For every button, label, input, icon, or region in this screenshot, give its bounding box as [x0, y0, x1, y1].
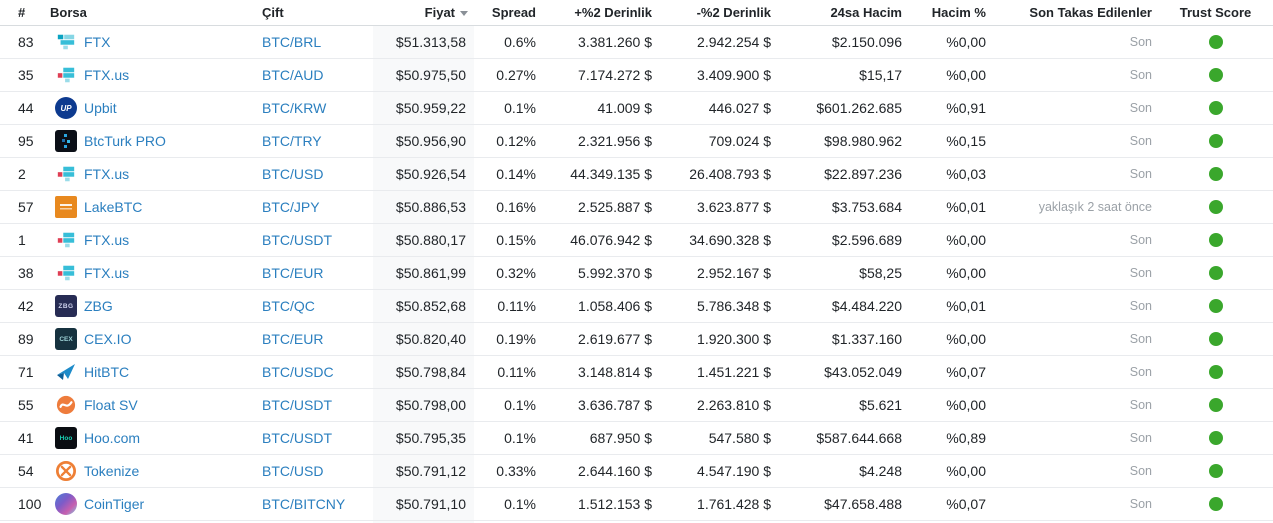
rank-cell: 41 — [18, 430, 34, 446]
exchange-cell — [45, 125, 262, 157]
volume-24h-cell: $587.644.668 — [816, 430, 902, 446]
volume-24h-cell: $98.980.962 — [824, 133, 902, 149]
exchange-cell — [45, 92, 262, 124]
last-traded-cell: Son — [1129, 266, 1152, 280]
volume-pct-cell: %0,00 — [946, 463, 986, 479]
hoo-icon: Hoo — [55, 427, 77, 449]
depth-plus-cell: 687.950 $ — [589, 430, 652, 446]
price-cell: $50.861,99 — [373, 257, 474, 289]
last-traded-cell: yaklaşık 2 saat önce — [1038, 200, 1152, 214]
spread-cell: 0.11% — [497, 298, 536, 314]
last-traded-cell: Son — [1129, 101, 1152, 115]
table-row — [0, 323, 1273, 356]
depth-minus-cell: 1.920.300 $ — [697, 331, 771, 347]
trust-score-dot[interactable] — [1209, 101, 1223, 115]
exchange-link[interactable]: Hoo.com — [84, 430, 141, 446]
table-row — [0, 26, 1273, 59]
price-cell: $50.798,00 — [373, 389, 474, 421]
cointiger-icon — [55, 493, 77, 515]
table-body — [0, 26, 1273, 521]
table-row — [0, 257, 1273, 290]
volume-pct-cell: %0,91 — [946, 100, 986, 116]
exchange-link[interactable]: CEX.IO — [84, 331, 132, 347]
price-cell: $50.820,40 — [373, 323, 474, 355]
spread-cell: 0.33% — [496, 463, 536, 479]
rank-cell: 57 — [18, 199, 34, 215]
last-traded-cell: Son — [1129, 35, 1152, 49]
rank-cell: 42 — [18, 298, 34, 314]
volume-24h-cell: $2.150.096 — [831, 34, 902, 50]
pair-link[interactable]: BTC/USD — [262, 463, 324, 479]
volume-pct-cell: %0,01 — [946, 199, 986, 215]
depth-plus-cell: 3.148.814 $ — [578, 364, 652, 380]
exchange-link[interactable]: Tokenize — [84, 463, 140, 479]
exchange-link[interactable]: FTX.us — [84, 232, 130, 248]
depth-plus-cell: 3.636.787 $ — [578, 397, 652, 413]
rank-cell: 2 — [18, 166, 26, 182]
volume-pct-cell: %0,00 — [946, 397, 986, 413]
exchange-cell — [45, 422, 262, 454]
pair-link[interactable]: BTC/AUD — [262, 67, 324, 83]
depth-minus-cell: 3.623.877 $ — [697, 199, 771, 215]
price-cell: $50.880,17 — [373, 224, 474, 256]
table-row — [0, 290, 1273, 323]
volume-24h-cell: $3.753.684 — [831, 199, 902, 215]
depth-minus-cell: 4.547.190 $ — [697, 463, 771, 479]
header-price-label: Fiyat — [424, 5, 455, 20]
table-row — [0, 488, 1273, 521]
header-exchange[interactable]: Borsa — [50, 5, 87, 20]
pair-link[interactable]: BTC/JPY — [262, 199, 320, 215]
depth-minus-cell: 446.027 $ — [708, 100, 771, 116]
ftx-us-icon — [55, 163, 77, 185]
volume-24h-cell: $47.658.488 — [824, 496, 902, 512]
ftx-icon — [55, 31, 77, 53]
volume-24h-cell: $601.262.685 — [816, 100, 902, 116]
depth-minus-cell: 1.451.221 $ — [697, 364, 771, 380]
table-row — [0, 125, 1273, 158]
ftx-us-icon — [55, 64, 77, 86]
pair-link[interactable]: BTC/USDC — [262, 364, 334, 380]
exchange-cell — [45, 26, 262, 58]
spread-cell: 0.6% — [504, 34, 536, 50]
depth-plus-cell: 44.349.135 $ — [570, 166, 652, 182]
rank-cell: 54 — [18, 463, 34, 479]
volume-24h-cell: $15,17 — [859, 67, 902, 83]
rank-cell: 71 — [18, 364, 34, 380]
volume-pct-cell: %0,03 — [946, 166, 986, 182]
trust-score-dot[interactable] — [1209, 365, 1223, 379]
last-traded-cell: Son — [1129, 398, 1152, 412]
header-volume-24h[interactable]: 24sa Hacim — [830, 5, 902, 20]
table-row — [0, 455, 1273, 488]
depth-minus-cell: 709.024 $ — [708, 133, 771, 149]
volume-pct-cell: %0,07 — [946, 496, 986, 512]
trust-score-dot[interactable] — [1209, 233, 1223, 247]
depth-minus-cell: 2.942.254 $ — [697, 34, 771, 50]
table-row — [0, 224, 1273, 257]
exchange-cell — [45, 158, 262, 190]
header-spread[interactable]: Spread — [491, 5, 536, 20]
exchange-link[interactable]: HitBTC — [84, 364, 130, 380]
last-traded-cell: Son — [1129, 332, 1152, 346]
price-cell: $50.926,54 — [373, 158, 474, 190]
table-row — [0, 356, 1273, 389]
header-depth-plus[interactable]: +%2 Derinlik — [574, 5, 652, 20]
table-row — [0, 191, 1273, 224]
price-cell: $50.791,12 — [373, 455, 474, 487]
exchange-cell — [45, 59, 262, 91]
spread-cell: 0.14% — [496, 166, 536, 182]
price-cell: $51.313,58 — [373, 26, 474, 58]
exchange-cell — [45, 389, 262, 421]
hitbtc-icon — [55, 361, 77, 383]
last-traded-cell: Son — [1129, 431, 1152, 445]
volume-pct-cell: %0,00 — [946, 265, 986, 281]
exchange-cell — [45, 257, 262, 289]
volume-24h-cell: $4.484.220 — [831, 298, 902, 314]
pair-link[interactable]: BTC/BITCNY — [262, 496, 346, 512]
ftx-us-icon — [55, 229, 77, 251]
depth-minus-cell: 3.409.900 $ — [697, 67, 771, 83]
floatsv-icon — [55, 394, 77, 416]
trust-score-dot[interactable] — [1209, 464, 1223, 478]
spread-cell: 0.15% — [496, 232, 536, 248]
trust-score-dot[interactable] — [1209, 497, 1223, 511]
spread-cell: 0.1% — [504, 100, 536, 116]
rank-cell: 35 — [18, 67, 34, 83]
rank-cell: 1 — [18, 232, 26, 248]
depth-plus-cell: 2.525.887 $ — [578, 199, 652, 215]
depth-minus-cell: 547.580 $ — [708, 430, 771, 446]
trust-score-dot[interactable] — [1209, 68, 1223, 82]
price-cell: $50.975,50 — [373, 59, 474, 91]
last-traded-cell: Son — [1129, 365, 1152, 379]
price-cell: $50.798,84 — [373, 356, 474, 388]
volume-24h-cell: $2.596.689 — [831, 232, 902, 248]
table-row — [0, 59, 1273, 92]
volume-24h-cell: $4.248 — [859, 463, 902, 479]
rank-cell: 100 — [18, 496, 42, 512]
trust-score-dot[interactable] — [1209, 332, 1223, 346]
depth-minus-cell: 5.786.348 $ — [697, 298, 771, 314]
pair-link[interactable]: BTC/TRY — [262, 133, 322, 149]
volume-pct-cell: %0,01 — [946, 298, 986, 314]
depth-plus-cell: 2.644.160 $ — [578, 463, 652, 479]
pair-link[interactable]: BTC/QC — [262, 298, 315, 314]
pair-link[interactable]: BTC/USDT — [262, 430, 332, 446]
exchange-link[interactable]: Float SV — [84, 397, 138, 413]
table-row — [0, 389, 1273, 422]
header-price[interactable] — [373, 5, 474, 20]
price-cell: $50.852,68 — [373, 290, 474, 322]
exchange-link[interactable]: FTX.us — [84, 166, 130, 182]
trust-score-dot[interactable] — [1209, 431, 1223, 445]
zbg-icon: ZBG — [55, 295, 77, 317]
volume-pct-cell: %0,07 — [946, 364, 986, 380]
price-cell: $50.886,53 — [373, 191, 474, 223]
depth-plus-cell: 3.381.260 $ — [578, 34, 652, 50]
trust-score-dot[interactable] — [1209, 398, 1223, 412]
volume-24h-cell: $58,25 — [859, 265, 902, 281]
spread-cell: 0.27% — [496, 67, 536, 83]
exchange-link[interactable]: LakeBTC — [84, 199, 143, 215]
header-pair[interactable]: Çift — [262, 5, 284, 20]
table-row — [0, 158, 1273, 191]
pair-link[interactable]: BTC/USD — [262, 166, 324, 182]
exchange-link[interactable]: CoinTiger — [84, 496, 145, 512]
rank-cell: 83 — [18, 34, 34, 50]
exchange-cell — [45, 224, 262, 256]
upbit-icon: UP — [55, 97, 77, 119]
spread-cell: 0.32% — [496, 265, 536, 281]
depth-plus-cell: 5.992.370 $ — [578, 265, 652, 281]
price-cell: $50.959,22 — [373, 92, 474, 124]
depth-plus-cell: 46.076.942 $ — [570, 232, 652, 248]
trust-score-dot[interactable] — [1209, 134, 1223, 148]
spread-cell: 0.19% — [496, 331, 536, 347]
depth-minus-cell: 34.690.328 $ — [689, 232, 771, 248]
last-traded-cell: Son — [1129, 299, 1152, 313]
trust-score-dot[interactable] — [1209, 266, 1223, 280]
cexio-icon: CEX — [55, 328, 77, 350]
spread-cell: 0.1% — [504, 397, 536, 413]
lakebtc-icon — [55, 196, 77, 218]
last-traded-cell: Son — [1129, 233, 1152, 247]
volume-pct-cell: %0,00 — [946, 232, 986, 248]
volume-24h-cell: $43.052.049 — [824, 364, 902, 380]
spread-cell: 0.1% — [504, 496, 536, 512]
header-last-traded[interactable]: Son Takas Edilenler — [1029, 5, 1152, 20]
exchange-link[interactable]: FTX — [84, 34, 111, 50]
spread-cell: 0.1% — [504, 430, 536, 446]
depth-minus-cell: 1.761.428 $ — [697, 496, 771, 512]
btcturk-icon — [55, 130, 77, 152]
pair-link[interactable]: BTC/EUR — [262, 331, 324, 347]
pair-link[interactable]: BTC/KRW — [262, 100, 327, 116]
depth-plus-cell: 2.619.677 $ — [578, 331, 652, 347]
rank-cell: 55 — [18, 397, 34, 413]
depth-plus-cell: 7.174.272 $ — [578, 67, 652, 83]
price-cell: $50.956,90 — [373, 125, 474, 157]
last-traded-cell: Son — [1129, 167, 1152, 181]
depth-minus-cell: 2.263.810 $ — [697, 397, 771, 413]
volume-pct-cell: %0,00 — [946, 331, 986, 347]
price-cell: $50.791,10 — [373, 488, 474, 520]
volume-24h-cell: $22.897.236 — [824, 166, 902, 182]
exchange-cell — [45, 455, 262, 487]
depth-plus-cell: 2.321.956 $ — [578, 133, 652, 149]
volume-pct-cell: %0,00 — [946, 34, 986, 50]
exchange-link[interactable]: FTX.us — [84, 265, 130, 281]
pair-link[interactable]: BTC/EUR — [262, 265, 324, 281]
tokenize-icon — [55, 460, 77, 482]
price-cell: $50.795,35 — [373, 422, 474, 454]
volume-24h-cell: $1.337.160 — [831, 331, 902, 347]
trust-score-dot[interactable] — [1209, 200, 1223, 214]
exchange-link[interactable]: FTX.us — [84, 67, 130, 83]
depth-plus-cell: 41.009 $ — [597, 100, 652, 116]
depth-minus-cell: 2.952.167 $ — [697, 265, 771, 281]
volume-pct-cell: %0,15 — [946, 133, 986, 149]
spread-cell: 0.12% — [496, 133, 536, 149]
header-depth-minus[interactable]: -%2 Derinlik — [696, 5, 771, 20]
spread-cell: 0.11% — [497, 364, 536, 380]
last-traded-cell: Son — [1129, 68, 1152, 82]
trust-score-dot[interactable] — [1209, 35, 1223, 49]
table-row — [0, 422, 1273, 455]
exchange-link[interactable]: Upbit — [84, 100, 117, 116]
last-traded-cell: Son — [1129, 464, 1152, 478]
rank-cell: 95 — [18, 133, 34, 149]
trust-score-dot[interactable] — [1209, 299, 1223, 313]
exchange-cell — [45, 488, 262, 520]
sort-desc-icon — [460, 11, 468, 16]
rank-cell: 44 — [18, 100, 34, 116]
volume-24h-cell: $5.621 — [859, 397, 902, 413]
header-rank[interactable]: # — [18, 5, 26, 20]
exchange-cell — [45, 290, 262, 322]
pair-link[interactable]: BTC/BRL — [262, 34, 322, 50]
depth-minus-cell: 26.408.793 $ — [689, 166, 771, 182]
header-trust-score[interactable]: Trust Score — [1179, 5, 1252, 20]
pair-link[interactable]: BTC/USDT — [262, 397, 332, 413]
exchange-link[interactable]: ZBG — [84, 298, 113, 314]
trust-score-dot[interactable] — [1209, 167, 1223, 181]
exchange-cell — [45, 191, 262, 223]
rank-cell: 38 — [18, 265, 34, 281]
table-header-row — [0, 0, 1273, 26]
volume-pct-cell: %0,89 — [946, 430, 986, 446]
exchange-link[interactable]: BtcTurk PRO — [84, 133, 166, 149]
table-row — [0, 92, 1273, 125]
depth-plus-cell: 1.512.153 $ — [578, 496, 652, 512]
last-traded-cell: Son — [1129, 497, 1152, 511]
spread-cell: 0.16% — [496, 199, 536, 215]
ftx-us-icon — [55, 262, 77, 284]
exchange-cell — [45, 356, 262, 388]
pair-link[interactable]: BTC/USDT — [262, 232, 332, 248]
last-traded-cell: Son — [1129, 134, 1152, 148]
depth-plus-cell: 1.058.406 $ — [578, 298, 652, 314]
rank-cell: 89 — [18, 331, 34, 347]
volume-pct-cell: %0,00 — [946, 67, 986, 83]
header-volume-pct[interactable]: Hacim % — [931, 5, 986, 20]
exchange-cell — [45, 323, 262, 355]
